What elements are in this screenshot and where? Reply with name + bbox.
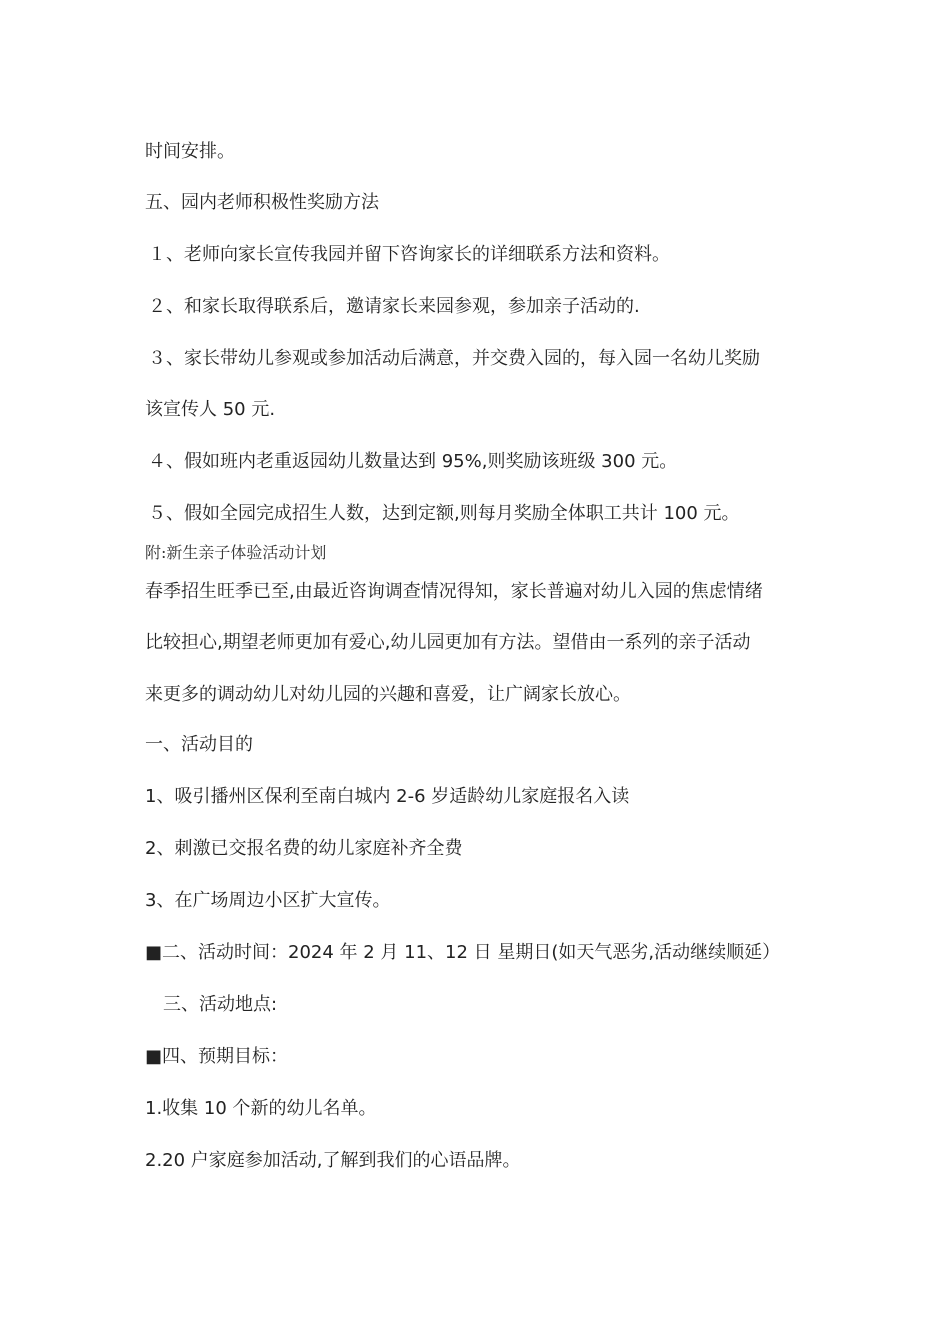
list-item: １、老师向家长宣传我园并留下咨询家长的详细联系方法和资料。 xyxy=(148,244,670,265)
list-item: 2.20 户家庭参加活动,了解到我们的心语品牌。 xyxy=(145,1150,521,1171)
section-heading: ■二、活动时间：2024 年 2 月 11、12 日 星期日(如天气恶劣,活动继续顺延） xyxy=(145,942,781,963)
list-item: 1、吸引播州区保利至南白城内 2-6 岁适龄幼儿家庭报名入读 xyxy=(145,786,630,807)
section-heading: ■四、预期目标： xyxy=(145,1046,289,1067)
list-item: ２、和家长取得联系后，邀请家长来园参观，参加亲子活动的. xyxy=(148,296,640,317)
text-line: 比较担心,期望老师更加有爱心,幼儿园更加有方法。望借由一系列的亲子活动 xyxy=(145,632,751,653)
list-item: ４、假如班内老重返园幼儿数量达到 95%,则奖励该班级 300 元。 xyxy=(148,451,678,472)
list-item: ３、家长带幼儿参观或参加活动后满意，并交费入园的，每入园一名幼儿奖励 xyxy=(148,348,760,369)
section-heading: 三、活动地点: xyxy=(163,994,278,1015)
text-line: 该宣传人 50 元. xyxy=(145,399,276,420)
text-line: 时间安排。 xyxy=(145,141,235,162)
text-line: 来更多的调动幼儿对幼儿园的兴趣和喜爱，让广阔家长放心。 xyxy=(145,684,631,705)
section-heading: 一、活动目的 xyxy=(145,734,253,755)
section-heading: 五、园内老师积极性奖励方法 xyxy=(145,192,379,213)
list-item: ５、假如全园完成招生人数，达到定额,则每月奖励全体职工共计 100 元。 xyxy=(148,503,740,524)
list-item: 1.收集 10 个新的幼儿名单。 xyxy=(145,1098,377,1119)
list-item: 3、在广场周边小区扩大宣传。 xyxy=(145,890,391,911)
list-item: 2、刺激已交报名费的幼儿家庭补齐全费 xyxy=(145,838,463,859)
text-line: 春季招生旺季已至,由最近咨询调查情况得知，家长普遍对幼儿入园的焦虑情绪 xyxy=(145,581,763,602)
appendix-title: 附:新生亲子体验活动计划 xyxy=(145,543,327,562)
